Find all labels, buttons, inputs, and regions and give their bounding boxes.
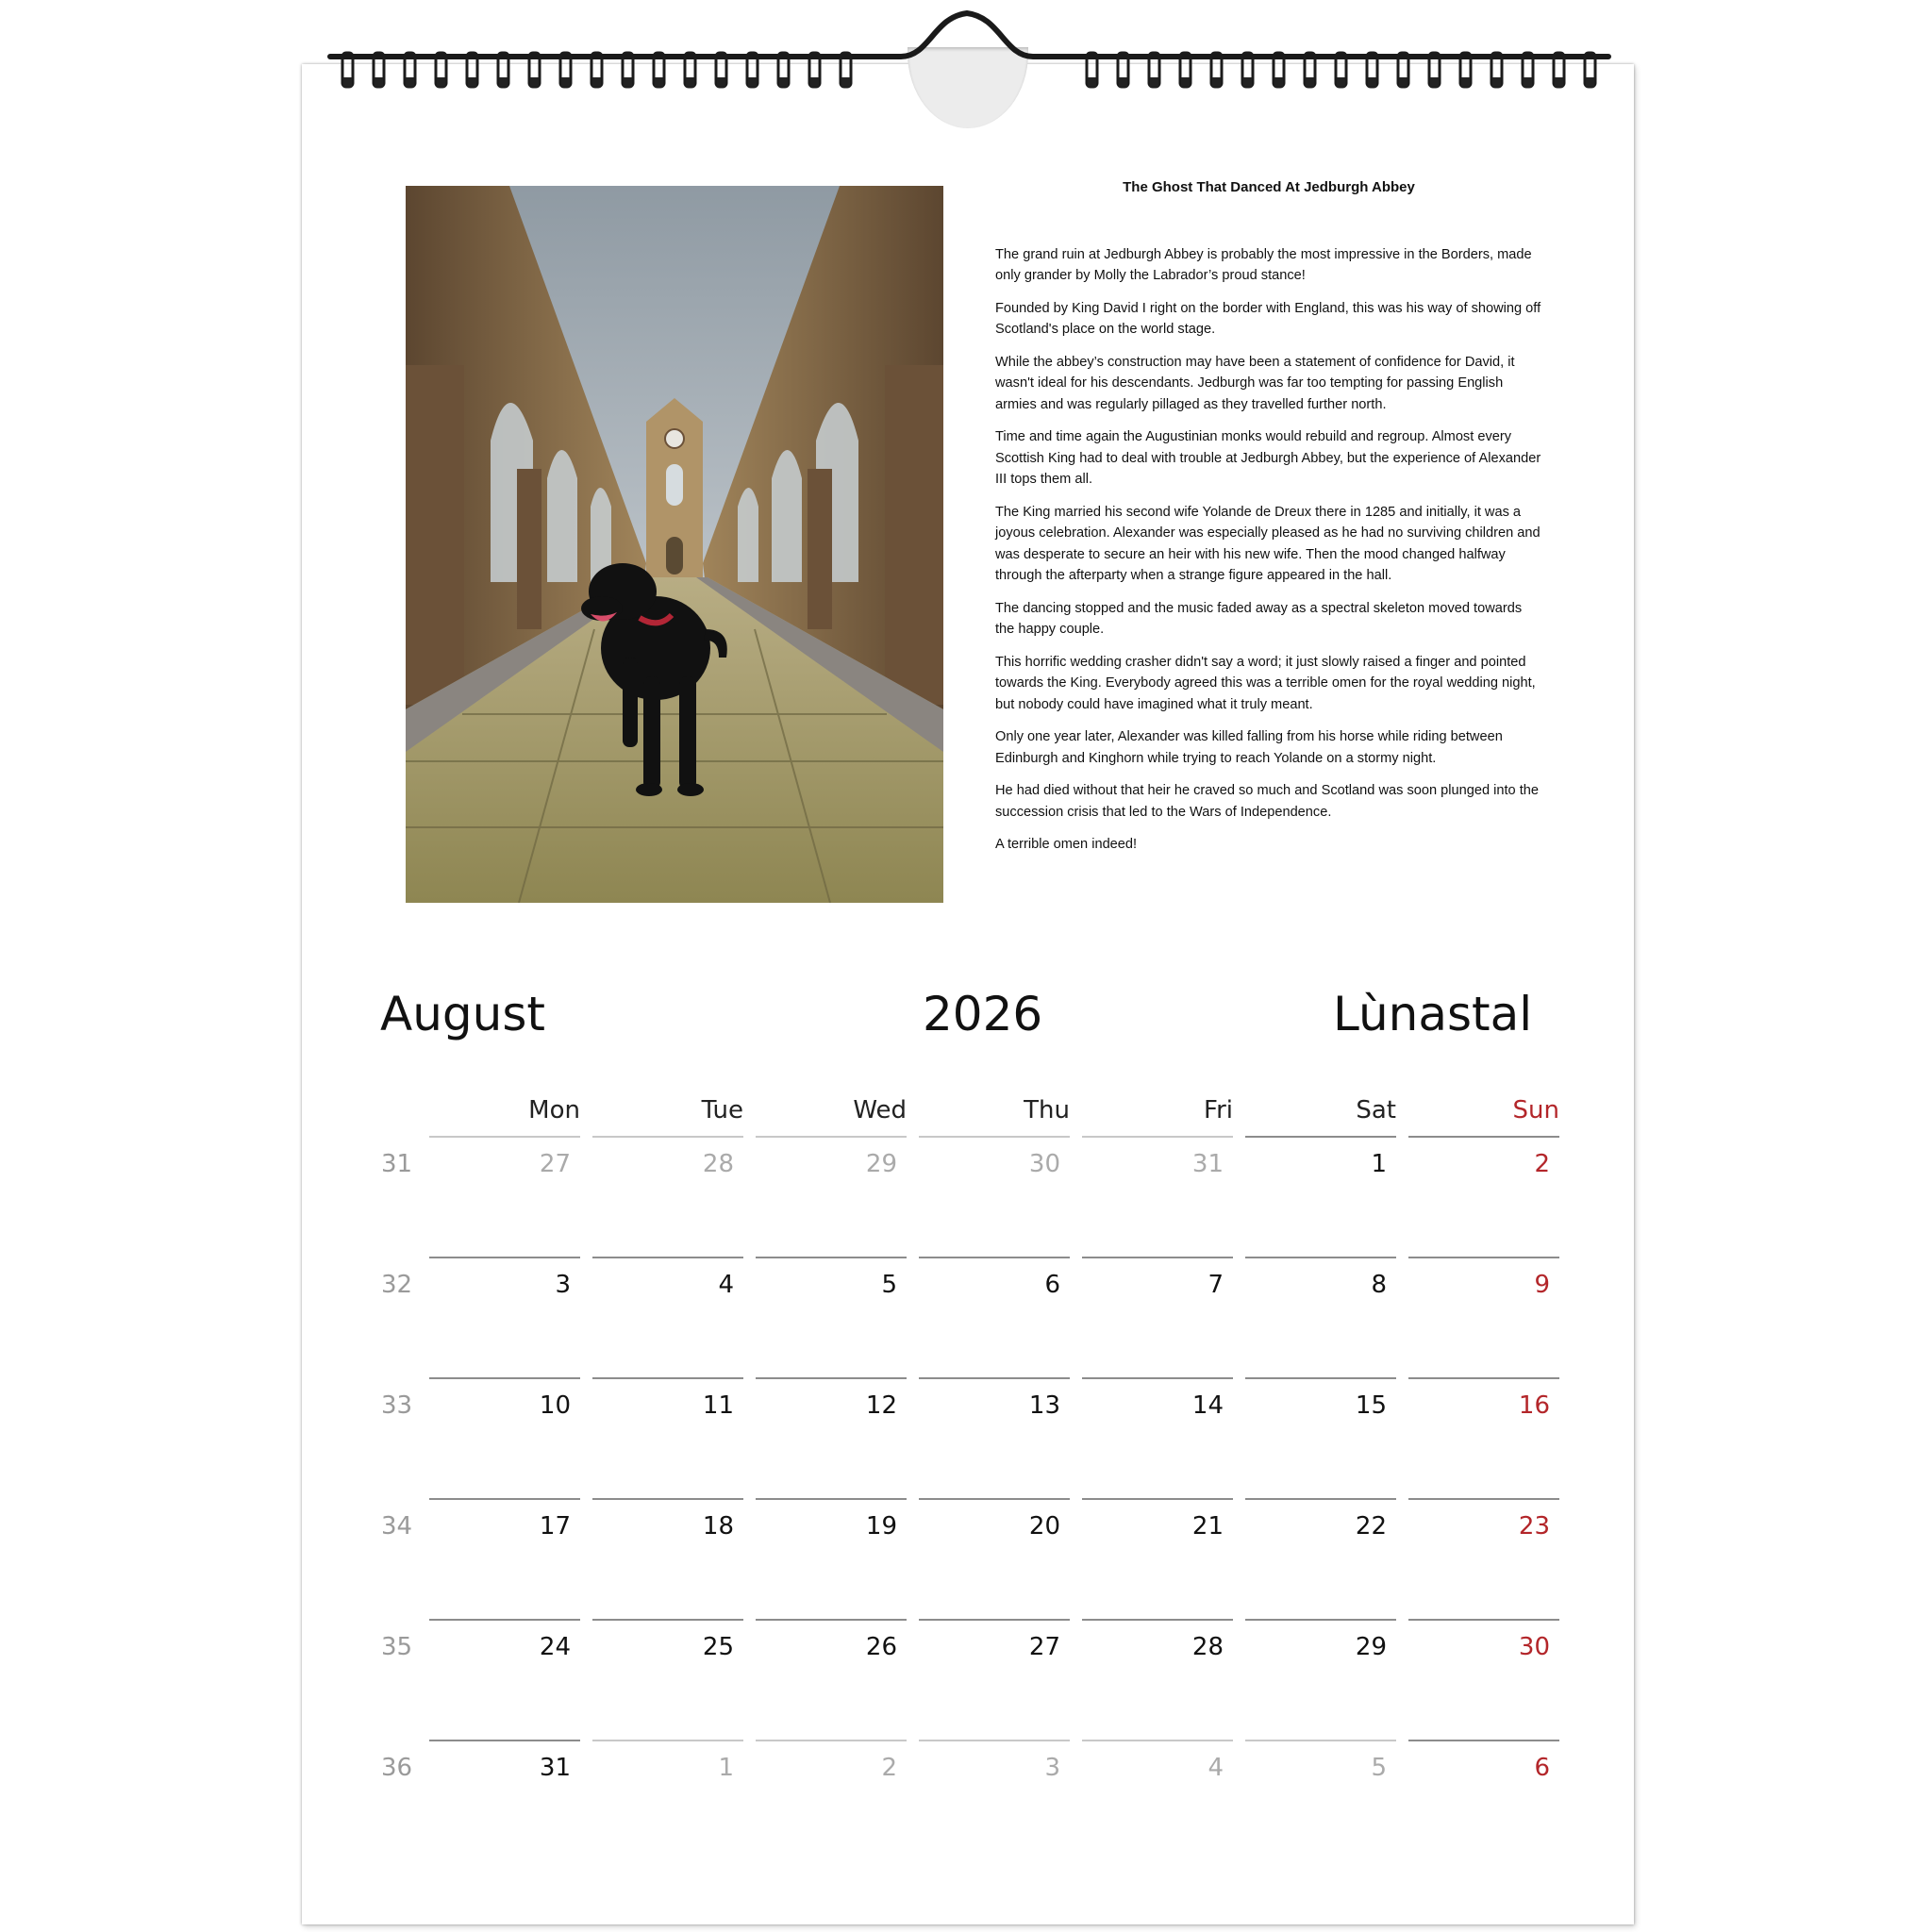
- weekday-header-wed: Wed: [853, 1096, 907, 1124]
- story-paragraph: He had died without that heir he craved so much and Scotland was soon plunged into the succession crisis that led to the Wars of Independence.: [995, 783, 1540, 820]
- day-cell: 12: [865, 1391, 897, 1420]
- day-cell: 1: [1371, 1150, 1387, 1178]
- day-cell-divider: [756, 1257, 907, 1258]
- story-paragraph: The King married his second wife Yolande de Dreux there in 1285 and initially, it was a joyous celebration. Alexander was especially pleased as he had no surviving children and was desperate to secure an heir with his new wife. Then the mood changed halfway through the afterparty when a strange figure appeared in the hall.: [995, 504, 1541, 583]
- day-cell: 27: [1028, 1633, 1060, 1661]
- day-cell: 28: [1191, 1633, 1224, 1661]
- day-cell: 8: [1371, 1271, 1387, 1299]
- day-cell: 31: [1191, 1150, 1224, 1178]
- day-cell: 22: [1355, 1512, 1387, 1541]
- day-cell-divider: [1245, 1619, 1396, 1621]
- week-number: 36: [381, 1754, 413, 1782]
- day-cell-divider: [1082, 1377, 1233, 1379]
- story-paragraph: The dancing stopped and the music faded away as a spectral skeleton moved towards the happy couple.: [995, 600, 1523, 637]
- day-cell-divider: [1245, 1136, 1396, 1138]
- day-cell: 4: [1208, 1754, 1224, 1782]
- day-cell: 3: [1044, 1754, 1060, 1782]
- story-text: [995, 177, 1542, 867]
- day-cell: 17: [539, 1512, 571, 1541]
- day-cell: 28: [702, 1150, 734, 1178]
- day-cell: 27: [539, 1150, 571, 1178]
- day-cell: 5: [881, 1271, 897, 1299]
- day-cell: 6: [1044, 1271, 1060, 1299]
- day-cell-divider: [1082, 1740, 1233, 1741]
- day-cell-divider: [1082, 1619, 1233, 1621]
- day-cell-divider: [756, 1498, 907, 1500]
- day-cell-divider: [919, 1740, 1070, 1741]
- day-cell: 29: [865, 1150, 897, 1178]
- day-cell-divider: [1408, 1619, 1559, 1621]
- weekday-header-sat: Sat: [1356, 1096, 1396, 1124]
- weekday-header-mon: Mon: [528, 1096, 580, 1124]
- day-cell-divider: [756, 1377, 907, 1379]
- day-cell: 13: [1028, 1391, 1060, 1420]
- day-cell-divider: [1408, 1498, 1559, 1500]
- day-cell: 3: [555, 1271, 571, 1299]
- day-cell-divider: [1245, 1257, 1396, 1258]
- day-cell: 6: [1534, 1754, 1550, 1782]
- week-number: 35: [381, 1633, 413, 1661]
- weekday-header-sun: Sun: [1512, 1096, 1559, 1124]
- day-cell: 30: [1028, 1150, 1060, 1178]
- day-cell-divider: [592, 1498, 743, 1500]
- day-cell-divider: [429, 1136, 580, 1138]
- day-cell-divider: [1082, 1257, 1233, 1258]
- day-cell: 15: [1355, 1391, 1387, 1420]
- story-paragraph: This horrific wedding crasher didn't say a word; it just slowly raised a finger and pointed towards the King. Everybody agreed this was a terrible omen for the royal wedding night, but nobody could have imagined what it truly meant.: [995, 654, 1536, 712]
- day-cell: 31: [539, 1754, 571, 1782]
- day-cell-divider: [1408, 1740, 1559, 1741]
- day-cell-divider: [592, 1740, 743, 1741]
- day-cell: 10: [539, 1391, 571, 1420]
- day-cell-divider: [919, 1377, 1070, 1379]
- day-cell-divider: [429, 1377, 580, 1379]
- day-cell: 14: [1191, 1391, 1224, 1420]
- day-cell-divider: [592, 1377, 743, 1379]
- day-cell: 21: [1191, 1512, 1224, 1541]
- day-cell: 11: [702, 1391, 734, 1420]
- weekday-header-fri: Fri: [1204, 1096, 1233, 1124]
- day-cell-divider: [1082, 1136, 1233, 1138]
- day-cell: 26: [865, 1633, 897, 1661]
- day-cell-divider: [1245, 1377, 1396, 1379]
- abbey-dog-illustration: [406, 186, 943, 903]
- day-cell-divider: [919, 1136, 1070, 1138]
- day-cell: 2: [1534, 1150, 1550, 1178]
- day-cell-divider: [756, 1136, 907, 1138]
- story-paragraph: Founded by King David I right on the border with England, this was his way of showing off Scotland's place on the world stage.: [995, 300, 1541, 337]
- weekday-header-thu: Thu: [1024, 1096, 1070, 1124]
- story-paragraph: Only one year later, Alexander was killed falling from his horse while riding between Edinburgh and Kinghorn while trying to reach Yolande on a stormy night.: [995, 729, 1503, 766]
- day-cell: 29: [1355, 1633, 1387, 1661]
- story-paragraph: While the abbey’s construction may have been a statement of confidence for David, it wasn't ideal for his descendants. Jedburgh was far too tempting for passing English armies and was regularly pillaged as they travelled further north.: [995, 354, 1515, 412]
- day-cell: 7: [1208, 1271, 1224, 1299]
- week-number: 34: [381, 1512, 413, 1541]
- story-title: The Ghost That Danced At Jedburgh Abbey: [1123, 179, 1415, 195]
- day-cell: 19: [865, 1512, 897, 1541]
- day-cell-divider: [919, 1257, 1070, 1258]
- day-cell: 16: [1518, 1391, 1550, 1420]
- day-cell-divider: [919, 1619, 1070, 1621]
- day-cell-divider: [1082, 1498, 1233, 1500]
- day-cell-divider: [1408, 1257, 1559, 1258]
- year: 2026: [923, 987, 1043, 1041]
- story-paragraph: Time and time again the Augustinian monks would rebuild and regroup. Almost every Scottish King had to deal with trouble at Jedburgh Abbey, but the experience of Alexander III tops them all.: [995, 429, 1541, 487]
- day-cell-divider: [919, 1498, 1070, 1500]
- day-cell: 20: [1028, 1512, 1060, 1541]
- day-cell: 5: [1371, 1754, 1387, 1782]
- month-name: August: [380, 987, 545, 1041]
- week-number: 31: [381, 1150, 413, 1178]
- day-cell-divider: [592, 1257, 743, 1258]
- day-cell-divider: [1408, 1377, 1559, 1379]
- day-cell-divider: [1245, 1498, 1396, 1500]
- day-cell: 9: [1534, 1271, 1550, 1299]
- day-cell-divider: [756, 1619, 907, 1621]
- day-cell-divider: [1245, 1740, 1396, 1741]
- abbey-photo: [406, 186, 943, 903]
- day-cell-divider: [429, 1619, 580, 1621]
- day-cell: 24: [539, 1633, 571, 1661]
- day-cell: 25: [702, 1633, 734, 1661]
- day-cell-divider: [756, 1740, 907, 1741]
- weekday-header-tue: Tue: [701, 1096, 743, 1124]
- story-paragraph: The grand ruin at Jedburgh Abbey is probably the most impressive in the Borders, made only grander by Molly the Labrador’s proud stance!: [995, 246, 1532, 283]
- day-cell-divider: [1408, 1136, 1559, 1138]
- day-cell-divider: [429, 1257, 580, 1258]
- day-cell: 30: [1518, 1633, 1550, 1661]
- gaelic-month-name: Lùnastal: [1333, 987, 1533, 1041]
- day-cell-divider: [429, 1498, 580, 1500]
- week-number: 33: [381, 1391, 413, 1420]
- day-cell: 1: [718, 1754, 734, 1782]
- day-cell: 4: [718, 1271, 734, 1299]
- day-cell: 23: [1518, 1512, 1550, 1541]
- day-cell: 2: [881, 1754, 897, 1782]
- day-cell-divider: [429, 1740, 580, 1741]
- week-number: 32: [381, 1271, 413, 1299]
- day-cell-divider: [592, 1136, 743, 1138]
- day-cell: 18: [702, 1512, 734, 1541]
- story-paragraph: A terrible omen indeed!: [995, 837, 1138, 852]
- day-cell-divider: [592, 1619, 743, 1621]
